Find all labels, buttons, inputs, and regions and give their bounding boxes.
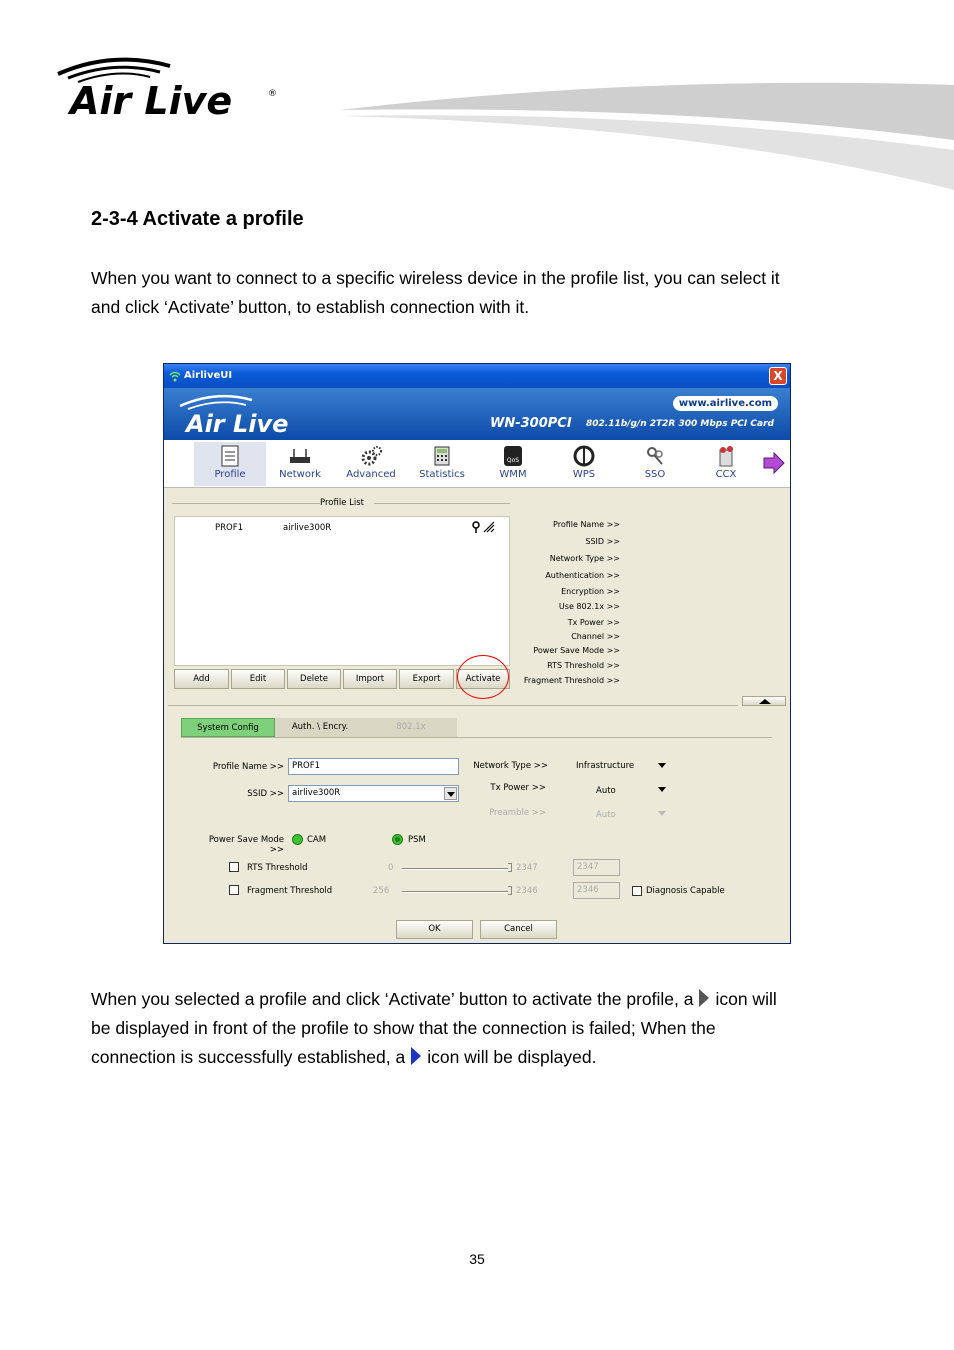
profile-icon [218, 444, 242, 468]
detail-authentication: Authentication >> [545, 571, 620, 580]
preamble-dropdown-icon [658, 811, 666, 816]
detail-ssid: SSID >> [585, 537, 620, 546]
outro-line-1: When you selected a profile and click ‘Activate’ button to activate the profile, a icon will [91, 989, 777, 1009]
rts-slider[interactable] [402, 868, 508, 870]
power-save-mode-label: Power Save Mode >> [208, 835, 284, 855]
tab-auth-encry[interactable]: Auth. \ Encry. [275, 718, 365, 737]
cam-label: CAM [307, 835, 327, 845]
detail-fragment-threshold: Fragment Threshold >> [523, 676, 620, 685]
diagnosis-capable-checkbox[interactable] [632, 886, 642, 896]
ssid-dropdown-button[interactable] [444, 787, 457, 800]
ok-button[interactable]: OK [396, 920, 473, 939]
fragment-slider[interactable] [402, 891, 508, 893]
outro-paragraph [91, 985, 871, 1072]
edit-button[interactable]: Edit [231, 669, 285, 689]
profile-list[interactable] [174, 516, 510, 666]
tab-wps[interactable]: WPS [548, 442, 620, 486]
detail-channel: Channel >> [571, 632, 620, 641]
tx-power-dropdown-icon[interactable] [658, 787, 666, 792]
ssid-combobox[interactable] [288, 785, 459, 802]
qos-icon [501, 444, 525, 468]
network-type-label: Network Type >> [473, 761, 548, 771]
ccx-icon [714, 444, 738, 468]
detail-tx-power: Tx Power >> [567, 618, 620, 627]
rts-value-input[interactable]: 2347 [573, 859, 620, 876]
rts-threshold-label: RTS Threshold [247, 863, 308, 873]
tab-wmm[interactable]: QoS WMM [477, 442, 549, 486]
profile-list-rule-right [374, 503, 510, 504]
export-button[interactable]: Export [399, 669, 454, 689]
tab-8021x[interactable]: 802.1x [365, 718, 457, 737]
ssid-label: SSID >> [247, 789, 284, 799]
collapse-button[interactable] [742, 696, 786, 706]
diagnosis-capable-label: Diagnosis Capable [646, 886, 725, 896]
svg-text:®: ® [268, 89, 277, 99]
close-button[interactable]: X [769, 367, 787, 385]
table-row[interactable] [175, 523, 509, 535]
detail-network-type: Network Type >> [549, 554, 620, 563]
svg-text:Air Live: Air Live [186, 410, 289, 436]
detail-power-save-mode: Power Save Mode >> [533, 646, 620, 655]
psm-radio[interactable] [392, 834, 403, 845]
router-icon [288, 444, 312, 468]
tab-sso[interactable]: SSO [619, 442, 691, 486]
psm-label: PSM [408, 835, 426, 845]
collapse-arrow-icon [759, 699, 771, 704]
model-name: WN-300PCI [490, 416, 572, 431]
gear-icon [359, 444, 383, 468]
profile-name-label: Profile Name >> [212, 762, 284, 772]
preamble-label: Preamble >> [489, 808, 546, 818]
activate-button[interactable]: Activate [456, 669, 510, 689]
section-divider [168, 705, 738, 706]
highlight-circle [457, 655, 509, 699]
outro-line-2: be displayed in front of the profile to show that the connection is failed; When the [91, 1018, 716, 1038]
statistics-icon [430, 444, 454, 468]
tab-ccx[interactable]: CCX [690, 442, 762, 486]
wireless-icon [169, 370, 181, 382]
model-description: 802.11b/g/n 2T2R 300 Mbps PCI Card [586, 419, 774, 429]
detail-use-8021x: Use 802.1x >> [558, 602, 620, 611]
svg-text:Air Live: Air Live [70, 79, 233, 122]
fragment-value-input[interactable]: 2346 [573, 882, 620, 899]
banner-logo [176, 392, 326, 436]
detail-encryption: Encryption >> [561, 587, 620, 596]
header-swoosh [340, 80, 954, 195]
tab-statistics[interactable]: Statistics [406, 442, 478, 486]
key-icon [471, 521, 481, 533]
connected-status-icon [411, 1047, 421, 1065]
rts-slider-thumb[interactable] [508, 863, 512, 872]
frag-min: 256 [373, 886, 390, 896]
tab-advanced[interactable]: Advanced [335, 442, 407, 486]
import-button[interactable]: Import [343, 669, 397, 689]
wps-icon [572, 444, 596, 468]
network-type-dropdown-icon[interactable] [658, 763, 666, 768]
page-number: 35 [469, 1251, 485, 1267]
tab-profile[interactable]: Profile [194, 442, 266, 486]
tab-network[interactable]: Network [264, 442, 336, 486]
profile-name-cell: PROF1 [215, 523, 244, 533]
title-bar[interactable] [164, 364, 790, 388]
profile-name-input[interactable]: PROF1 [288, 758, 459, 775]
rts-threshold-checkbox[interactable] [229, 862, 239, 872]
airlive-logo [52, 52, 282, 122]
chevron-down-icon [447, 792, 455, 797]
more-arrow-icon[interactable] [762, 452, 786, 474]
preamble-value: Auto [596, 810, 616, 820]
detail-rts-threshold: RTS Threshold >> [547, 661, 620, 670]
ssid-cell: airlive300R [283, 523, 332, 533]
detail-profile-name: Profile Name >> [553, 520, 620, 529]
keys-icon [643, 444, 667, 468]
network-type-value[interactable]: Infrastructure [576, 761, 635, 771]
main-toolbar [164, 440, 790, 488]
intro-line-2: and click ‘Activate’ button, to establish connection with it. [91, 297, 530, 317]
delete-button[interactable]: Delete [287, 669, 341, 689]
app-banner [164, 388, 790, 440]
fragment-slider-thumb[interactable] [508, 886, 512, 895]
failed-status-icon [699, 989, 709, 1007]
rts-min: 0 [388, 863, 394, 873]
window-title: AirliveUI [184, 370, 233, 381]
fragment-threshold-label: Fragment Threshold [247, 886, 333, 896]
outro-line-3: connection is successfully established, a icon will be displayed. [91, 1047, 597, 1067]
airlive-ui-window [163, 363, 791, 944]
rts-max: 2347 [516, 863, 538, 873]
tx-power-label: Tx Power >> [490, 783, 546, 793]
add-button[interactable]: Add [174, 669, 229, 689]
frag-max: 2346 [516, 886, 538, 896]
tabs-underline [181, 737, 772, 738]
section-title: 2-3-4 Activate a profile [91, 208, 304, 230]
intro-line-1: When you want to connect to a specific wireless device in the profile list, you can select it [91, 268, 780, 288]
website-link[interactable]: www.airlive.com [673, 396, 778, 411]
fragment-threshold-checkbox[interactable] [229, 885, 239, 895]
cancel-button[interactable]: Cancel [480, 920, 557, 939]
profile-list-rule-left [172, 503, 320, 504]
profile-list-title: Profile List [320, 498, 364, 508]
ssid-value: airlive300R [292, 788, 341, 798]
svg-text:QoS: QoS [506, 457, 520, 464]
signal-icon [483, 521, 495, 533]
tx-power-value[interactable]: Auto [596, 786, 616, 796]
intro-paragraph [91, 264, 871, 322]
cam-radio[interactable] [292, 834, 303, 845]
tab-system-config[interactable]: System Config [181, 718, 275, 737]
